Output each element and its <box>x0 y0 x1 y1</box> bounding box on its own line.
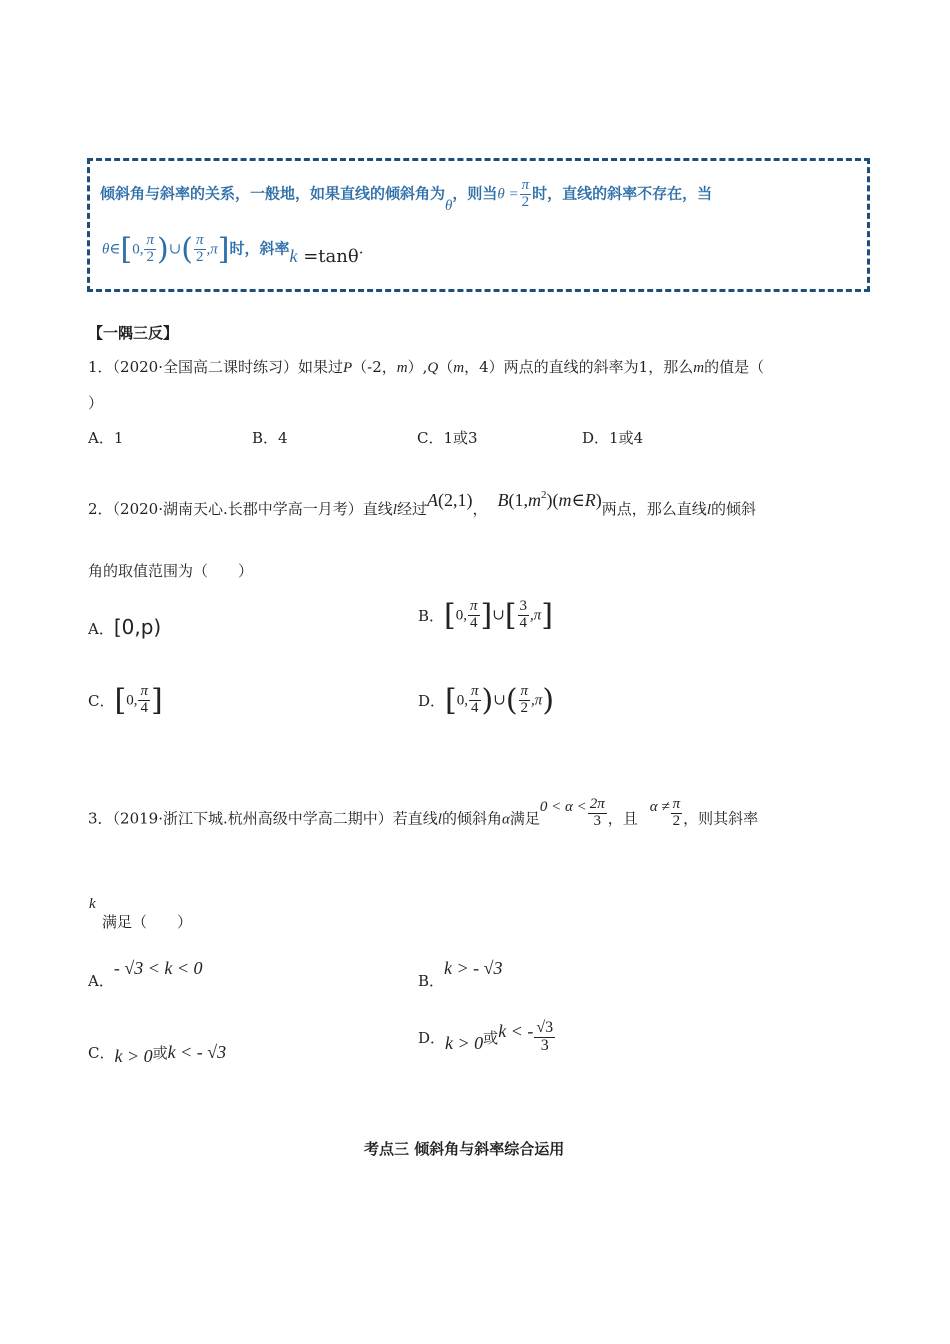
section-heading: 【一隅三反】 <box>88 324 179 342</box>
callout-text: ，则当 <box>452 184 498 203</box>
pi-over-2-fraction: $\frac{\pi}{2}$ <box>146 232 154 265</box>
q1-option-d[interactable]: D．1或4 <box>582 429 644 447</box>
pi-over-2-fraction: $\frac{\pi}{2}$ <box>521 177 530 210</box>
callout-line-2: θ∈[0, $\frac{\pi}{2}$ )∪( $\frac{\pi}{2}$ ,π]时，斜率k =tanθ. <box>102 232 364 267</box>
question-2-line2: 角的取值范围为（ ） <box>88 562 254 580</box>
q2-option-c[interactable]: C．[0, $\frac{\pi}{4}$ ] <box>88 683 163 718</box>
k-symbol: k <box>89 896 96 912</box>
q1-option-b[interactable]: B．4 <box>252 429 288 447</box>
theta-equals: θ = <box>497 186 519 203</box>
question-3-line2: 满足（ ） <box>102 913 193 931</box>
callout-line-1 <box>100 177 713 215</box>
interval-start: 0, <box>132 241 144 258</box>
q1-option-c[interactable]: C．1或3 <box>417 429 478 447</box>
q2-option-b[interactable]: B．[0, $\frac{\pi}{4}$ ]∪[ $\frac{3}{4}$ ,π] <box>418 598 554 633</box>
tan-formula: =tanθ <box>297 245 359 267</box>
q3-option-d[interactable]: D．k > 0或k < - $\frac{√3}{3}$ <box>418 1019 554 1054</box>
callout-text: 时，直线的斜率不存在，当 <box>532 184 713 203</box>
topic-heading: 考点三 倾斜角与斜率综合运用 <box>364 1140 565 1158</box>
q3-option-c[interactable]: C．k > 0或k < - √3 <box>88 1042 227 1066</box>
q2-option-a[interactable]: A．[0,p) <box>88 615 162 639</box>
theta-symbol: θ <box>445 198 453 215</box>
q3-option-a[interactable]: A．- √3 < k < 0 <box>88 958 203 990</box>
question-1-close: ） <box>88 394 104 412</box>
question-3: 3．（2019·浙江下城.杭州高级中学高二期中）若直线l的倾斜角α满足0 < α < $\frac{2\pi}{3}$ ，且α ≠ $\frac{\pi}{2}$ ，则其斜率 <box>88 796 759 829</box>
callout-text: 时，斜率 <box>229 239 290 258</box>
callout-text: 倾斜角与斜率的关系，一般地，如果直线的倾斜角为 <box>100 184 446 203</box>
q3-option-b[interactable]: B．k > - √3 <box>418 958 503 990</box>
union-symbol: ∪ <box>168 241 182 258</box>
k-symbol: k <box>289 245 298 266</box>
q2-option-d[interactable]: D．[0, $\frac{\pi}{4}$ )∪( $\frac{\pi}{2}$ ,π) <box>418 683 555 718</box>
q1-option-a[interactable]: A．1 <box>88 429 124 447</box>
question-2: 2．（2020·湖南天心.长郡中学高一月考）直线l经过A(2,1)， $B(1,m^2)(m\in R)$两点，那么直线l的倾斜 <box>88 489 756 518</box>
theta-in: θ∈ <box>102 241 121 258</box>
question-1: 1．（2020·全国高二课时练习）如果过P（-2，m）,Q（m，4）两点的直线的斜率为1，那么m的值是（ <box>88 358 765 376</box>
pi-over-2-fraction: $\frac{\pi}{2}$ <box>195 232 204 265</box>
interval-end-pi: ,π <box>206 241 218 258</box>
